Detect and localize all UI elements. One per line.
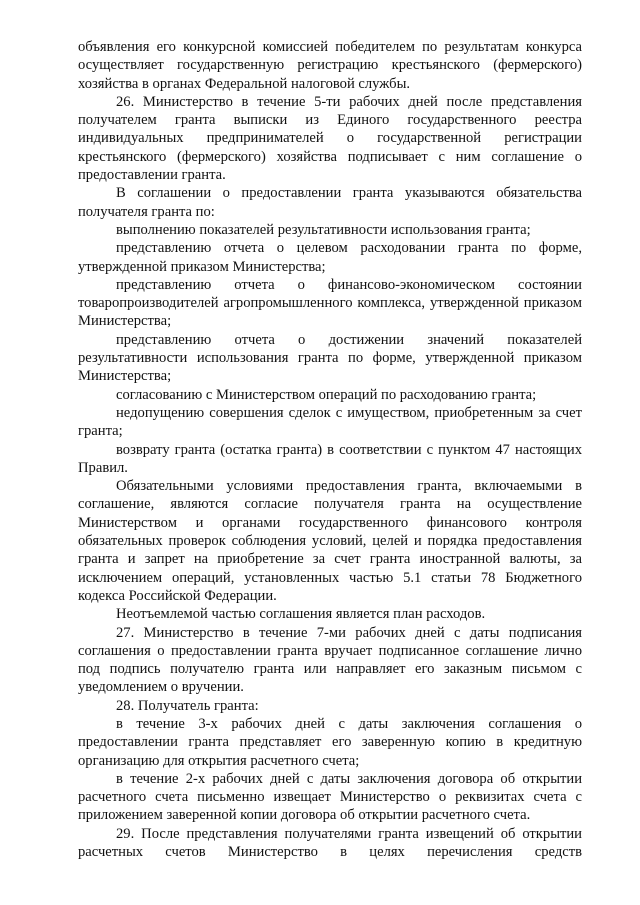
paragraph-28-item-1: в течение 3-х рабочих дней с даты заключения соглашения о предоставлении гранта представляет его заверенную копию в кредитную организацию для открытия расчетного счета; <box>78 715 582 769</box>
paragraph-obligation-5: согласованию с Министерством операций по расходованию гранта; <box>116 386 537 403</box>
paragraph-26: 26. Министерство в течение 5-ти рабочих дней после представления получателем гранта выписки из Единого государственного реестра индивидуальных предпринимателей о государственной регистрации крестьянского (фермерского) хозяйства подписывает с ним соглашение о предоставлении гранта. <box>78 93 582 184</box>
paragraph-27: 27. Министерство в течение 7-ми рабочих дней с даты подписания соглашения о предоставлении гранта вручает подписанное соглашение лично под подпись получателю гранта или направляет его заказным письмом с уведомлением о вручении. <box>78 624 582 696</box>
paragraph-expense-plan: Неотъемлемой частью соглашения является план расходов. <box>116 606 486 623</box>
paragraph-29: 29. После представления получателями гранта извещений об открытии расчетных счетов Министерство в целях перечисления средств <box>78 825 582 861</box>
paragraph-obligation-2: представлению отчета о целевом расходовании гранта по форме, утвержденной приказом Министерства; <box>78 240 582 275</box>
paragraph-obligation-7: возврату гранта (остатка гранта) в соответствии с пунктом 47 настоящих Правил. <box>78 441 582 476</box>
document-page <box>78 38 582 861</box>
paragraph-conditions: Обязательными условиями предоставления гранта, включаемыми в соглашение, являются согласие получателя гранта на осуществление Министерством и органами государственного финансового контроля обязательных проверок соблюдения условий, целей и порядка предоставления гранта и запрет на приобретение за счет гранта иностранной валюты, за исключением операций, установленных частью 5.1 статьи 78 Бюджетного кодекса Российской Федерации. <box>78 478 582 604</box>
paragraph-obligation-6: недопущению совершения сделок с имуществом, приобретенным за счет гранта; <box>78 404 582 440</box>
paragraph-obligation-3: представлению отчета о финансово-экономическом состоянии товаропроизводителей агропромышленного комплекса, утвержденной приказом Министерства; <box>78 276 582 330</box>
paragraph-obligation-4: представлению отчета о достижении значений показателей результативности использования гранта по форме, утвержденной приказом Министерства; <box>78 331 582 385</box>
paragraph-28-item-2: в течение 2-х рабочих дней с даты заключения договора об открытии расчетного счета письменно извещает Министерство о реквизитах счета с приложением заверенной копии договора об открытии расчетного счета. <box>78 770 582 824</box>
paragraph-28: 28. Получатель гранта: <box>116 697 259 714</box>
paragraph-continuation: объявления его конкурсной комиссией победителем по результатам конкурса осуществляет государственную регистрацию крестьянского (фермерского) хозяйства в органах Федеральной налоговой службы. <box>78 39 582 92</box>
paragraph-obligations-intro: В соглашении о предоставлении гранта указываются обязательства получателя гранта по: <box>78 185 582 220</box>
paragraph-obligation-1: выполнению показателей результативности использования гранта; <box>116 221 531 238</box>
